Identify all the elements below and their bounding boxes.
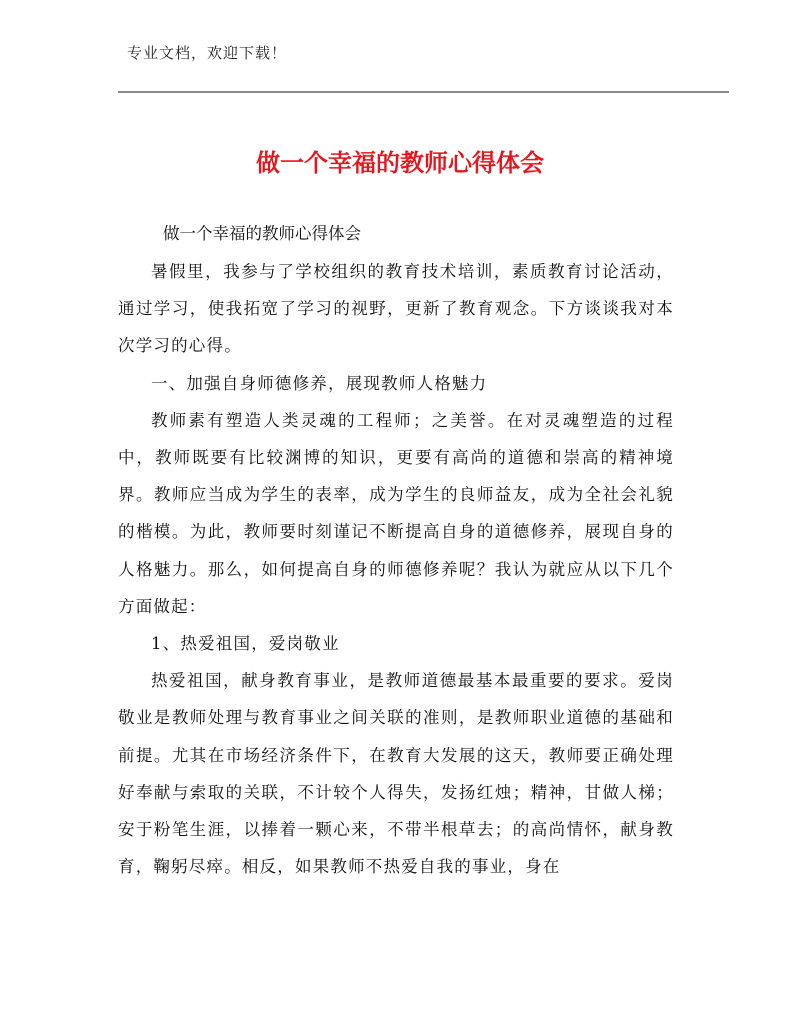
document-subtitle: 做一个幸福的教师心得体会 — [163, 224, 361, 243]
document-title: 做一个幸福的教师心得体会 — [256, 149, 544, 177]
page-header: 专业文档，欢迎下载！ — [127, 44, 288, 62]
paragraph-love-country: 热爱祖国，献身教育事业，是教师道德最基本最重要的要求。爱岗敬业是教师处理与教育事业之间关联的准则，是教师职业道德的基础和前提。尤其在市场经济条件下，在教育大发展的这天，教师要正确处理好奉献与索取的关联，不计较个人得失，发扬红烛；精神，甘做人梯；安于粉笔生涯，以捧着一颗心来，不带半根草去；的高尚情怀，献身教育，鞠躬尽瘁。相反，如果教师不热爱自我的事业，身在 — [118, 671, 674, 877]
subsection-heading: 1、热爱祖国，爱岗敬业 — [151, 634, 340, 654]
paragraph-intro: 暑假里，我参与了学校组织的教育技术培训，素质教育讨论活动，通过学习，使我拓宽了学习的视野，更新了教育观念。下方谈谈我对本次学习的心得。 — [118, 262, 674, 356]
header-divider — [118, 91, 729, 93]
paragraph-teacher-role: 教师素有塑造人类灵魂的工程师；之美誉。在对灵魂塑造的过程中，教师既要有比较渊博的知识，更要有高尚的道德和崇高的精神境界。教师应当成为学生的表率，成为学生的良师益友，成为全社会礼貌的楷模。为此，教师要时刻谨记不断提高自身的道德修养，展现自身的人格魅力。那么，如何提高自身的师德修养呢？我认为就应从以下几个方面做起： — [118, 410, 674, 616]
section-heading: 一、加强自身师德修养，展现教师人格魅力 — [151, 373, 488, 393]
document-body — [118, 253, 674, 885]
